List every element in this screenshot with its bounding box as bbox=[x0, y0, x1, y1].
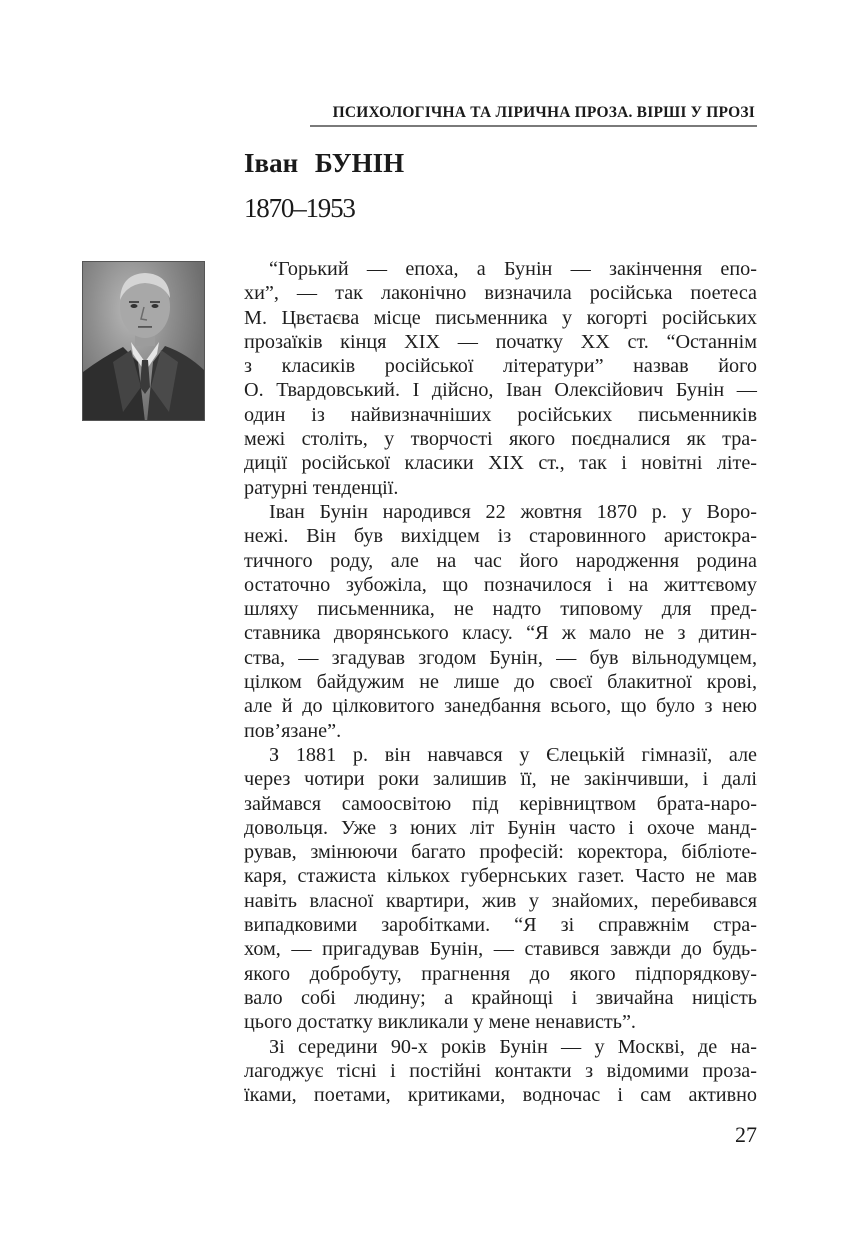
text-line: ратурні тенденції. bbox=[244, 476, 399, 499]
text-line: З 1881 р. він навчався у Єлецькій гімназії, але bbox=[269, 743, 757, 766]
text-line: вало собі людину; а крайнощі і звичайна ницість bbox=[244, 986, 757, 1009]
portrait-icon bbox=[83, 262, 205, 421]
text-line: О. Твардовський. І дійсно, Іван Олексійович Бунін — bbox=[244, 379, 757, 402]
article-body bbox=[244, 257, 757, 1107]
text-line: лагоджує тісні і постійні контакти з відомими проза- bbox=[244, 1059, 757, 1082]
text-line: через чотири роки залишив її, не закінчивши, і далі bbox=[244, 768, 757, 791]
text-line: остаточно зубожіла, що позначилося і на життєвому bbox=[244, 573, 757, 596]
text-line: нежі. Він був вихідцем із старовинного аристокра- bbox=[244, 525, 757, 548]
text-line: але й до цілковитого занедбання всього, що було з нею bbox=[244, 695, 757, 718]
page-number: 27 bbox=[735, 1122, 757, 1147]
running-head: ПСИХОЛОГІЧНА ТА ЛІРИЧНА ПРОЗА. ВІРШІ У ПРОЗІ bbox=[332, 104, 755, 121]
text-line: з класиків російської літератури” назвав його bbox=[244, 355, 757, 378]
text-line: шляху письменника, не надто типовому для пред- bbox=[244, 598, 757, 621]
text-line: диції російської класики XIX ст., так і новітні літе- bbox=[244, 452, 757, 475]
text-line: ставника дворянського класу. “Я ж мало не з дитин- bbox=[244, 622, 757, 645]
text-line: хи”, — так лаконічно визначила російська поетеса bbox=[244, 282, 757, 305]
author-years: 1870–1953 bbox=[244, 193, 355, 223]
text-line: випадковими заробітками. “Я зі справжнім стра- bbox=[244, 914, 757, 937]
text-line: довольця. Уже з юних літ Бунін часто і охоче манд- bbox=[244, 816, 757, 839]
text-line: Зі середини 90-х років Бунін — у Москві, де на- bbox=[269, 1035, 757, 1058]
text-line: їками, поетами, критиками, водночас і сам активно bbox=[244, 1084, 757, 1107]
text-line: якого добробуту, прагнення до якого підпорядкову- bbox=[244, 962, 757, 985]
text-line: рував, змінюючи багато професій: коректора, бібліоте- bbox=[244, 841, 757, 864]
text-line: навіть власної квартири, жив у знайомих, перебивався bbox=[244, 889, 757, 912]
paragraph-4 bbox=[244, 1035, 757, 1108]
text-line: Іван Бунін народився 22 жовтня 1870 р. у Воро- bbox=[269, 500, 757, 523]
text-line: М. Цвєтаєва місце письменника у когорті російських bbox=[244, 306, 757, 329]
text-line: хом, — пригадував Бунін, — ставився завжди до будь- bbox=[244, 938, 757, 961]
text-line: ства, — згадував згодом Бунін, — був вільнодумцем, bbox=[244, 646, 757, 669]
paragraph-3 bbox=[244, 743, 757, 1035]
author-portrait-photo bbox=[82, 261, 205, 421]
header-divider bbox=[310, 125, 757, 127]
paragraph-2 bbox=[244, 500, 757, 743]
text-line: каря, стажиста кількох губернських газет. Часто не мав bbox=[244, 865, 757, 888]
text-line: цього достатку викликали у мене ненависть”. bbox=[244, 1011, 636, 1034]
author-name: Іван БУНІН bbox=[244, 148, 405, 178]
text-line: цілком байдужим не лише до своєї блакитної крові, bbox=[244, 671, 757, 694]
text-line: один із найвизначніших російських письменників bbox=[244, 403, 757, 426]
text-line: тичного роду, але на час його народження родина bbox=[244, 549, 757, 572]
text-line: “Горький — епоха, а Бунін — закінчення епо- bbox=[269, 258, 757, 280]
paragraph-1 bbox=[244, 257, 757, 500]
text-line: пов’язане”. bbox=[244, 719, 342, 742]
text-line: займався самоосвітою під керівництвом брата-наро- bbox=[244, 792, 757, 815]
text-line: межі століть, у творчості якого поєдналися як тра- bbox=[244, 428, 757, 451]
text-line: прозаїків кінця XIX — початку XX ст. “Останнім bbox=[244, 330, 757, 353]
